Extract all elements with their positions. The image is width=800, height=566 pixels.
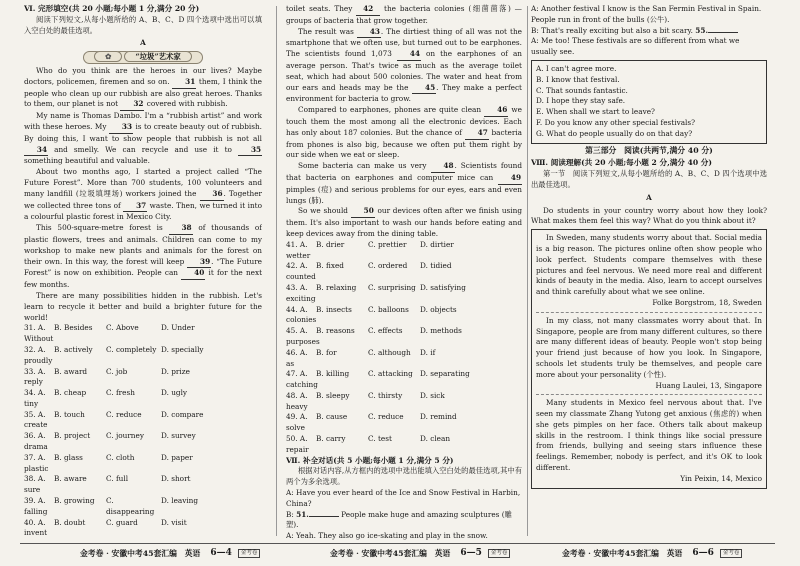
option-row [286,369,522,391]
text-span: . “The Future Forest” is now on exhibition. People can [24,256,262,278]
letter-text: In my class, not many classmates worry about that. In Singapore, people are from many different cultures, so there are many different ideas of beauty. People won't stop being your friend just because of how you look. In Singapore, schools let students truly be themselves, and people care more about your personality (个性). [536,315,762,379]
text-span: About two months ago, I started a project called “The Future Forest”. More than 700 students, 100 volunteers and many landfill (垃圾填埋场) workers joined the [24,167,262,198]
text-span: D. visit [161,517,187,527]
text-span: D. prize [161,366,190,376]
text-span: B. aware [54,474,87,484]
blank-47: 47 [465,128,489,140]
text-span: C. prettier [368,239,407,249]
letter-signature: Folke Borgstrom, 18, Sweden [652,297,762,307]
text-span: Compared to earphones, phones are quite clean [298,105,482,115]
text-span: D. leaving [161,496,199,506]
dialogue-line: A: Yeah. They also go ice-skating and play in the snow. [286,531,488,540]
passage-banner [24,51,262,64]
option-row [286,283,522,305]
blank-51 [309,516,339,517]
option-row [24,345,262,367]
text-span: B. carry [316,434,346,444]
option-row [24,453,262,475]
blank-42: 42 [356,4,380,16]
text-span: 34. A. tiny [24,388,46,408]
box-option: D. I hope they stay safe. [536,96,626,106]
letters-box [531,229,767,489]
text-span: 33. A. reply [24,366,46,387]
brand-stamp: 金考卷 [238,549,261,558]
text-span: D. tidied [420,261,452,271]
page-footer [562,546,742,560]
option-row [286,434,522,456]
footer-title: 金考卷 · 安徽中考45套汇编 英语 [80,548,201,558]
section-instructions: 阅读下列短文,从每小题所给的 A、B、C、D 四个选项中选出可以填入空白处的最佳选项。 [24,14,262,35]
text-span: D. dirtier [420,239,454,249]
box-option: G. What do people usually do on that day? [536,128,693,138]
text-span: 50. A. repair [286,434,309,454]
passage-intro: Do students in your country worry about how they look? What makes them feel this way? What do you think about it? [531,205,767,226]
option-row [286,412,522,434]
box-option: E. When shall we start to leave? [536,107,655,117]
dialogue-line: A: Another festival I know is the San Fermin Festival in Spain. People run in front of the bulls (公牛). [531,4,762,24]
flower-icon: ✿ [94,51,122,62]
text-span: D. if [420,347,436,357]
dialogue-line [531,26,767,37]
text-span: C. completely [106,344,157,354]
blank-44: 44 [397,49,421,61]
blank-37: 37 [123,201,147,213]
brand-stamp: 金考卷 [488,549,511,558]
text-span: 47. A. catching [286,369,318,390]
text-span: B. glass [54,452,83,462]
passage-paragraph [24,111,262,167]
text-span: C. balloons [368,304,409,314]
option-row [286,391,522,413]
letter-text: In Sweden, many students worry about that. Social media is a big reason. The pictures online often show people who look perfect. Students compare themselves with these pictures and feel nervous. We need more real and different kinds of beauty in the media. Also, learn to accept ourselves and think carefully about what we see online. [536,233,762,297]
blank-38: 38 [169,223,193,235]
text-span: My name is Thomas Dambo. I'm a “rubbish artist” and work with these heroes. My [24,111,262,131]
text-span: B. doubt [54,517,86,527]
text-span: on the earphones of an average person. That's twice as much as the average toilet seat, which had about 500 colonies. The water and heat from our ears and heads may be the [286,49,522,92]
page-number: 6—4 [210,548,232,558]
text-span: 45. A. purposes [286,326,320,346]
text-span: B. actively [54,344,93,354]
text-span: 51. [296,509,309,519]
text-span: the bacteria colonies (细菌菌落) — groups of bacteria that grow together. [286,4,522,25]
text-span: 39. A. falling [24,496,48,516]
text-span: B. killing [316,369,350,379]
blank-35: 35 [238,145,262,157]
dialogue-options-box [531,60,767,144]
option-row [286,305,522,327]
text-span: D. compare [161,409,204,419]
text-span: we touch them the most among all the electronic devices. Each has only about 187 colonies. But the chance of [286,105,522,137]
text-span: it for the next few months. [24,268,262,290]
text-span: C. full [106,474,129,484]
text-span: and smelly. We can recycle and use it to [54,144,232,154]
options-list-31-40 [24,323,262,539]
passage-label: A [646,192,652,202]
text-span: . They make a perfect environment for bacteria to grow. [286,82,522,104]
blank-39: 39 [187,257,211,269]
option-row [24,410,262,432]
box-option: C. That sounds fantastic. [536,85,628,95]
blank-36: 36 [200,189,224,201]
text-span: covered with rubbish. [146,99,228,109]
box-option: A. I can't agree more. [536,63,617,73]
blank-49: 49 [498,173,522,185]
footer-rule [20,543,775,544]
section-title-reading: Ⅷ. 阅读理解(共 20 小题;每小题 2 分,满分 40 分) [531,158,712,168]
banner-title: “垃圾”艺术家 [124,51,191,62]
text-span: 49. A. solve [286,412,308,433]
passage-paragraph [286,206,522,239]
section-title-dialogue: Ⅶ. 补全对话(共 5 小题;每小题 1 分,满分 5 分) [286,455,454,465]
blank-34: 34 [24,145,48,157]
page-footer [80,546,260,560]
text-span: 48. A. heavy [286,390,308,411]
passage-paragraph: There are many possibilities hidden in the rubbish. Let's learn to recycle it better and build a brighter future for the world! [24,290,262,322]
text-span: B. drier [316,239,345,249]
column-divider [527,6,528,536]
text-span: B. for [316,347,337,357]
text-span: 43. A. exciting [286,282,316,303]
text-span: 37. A. plastic [24,452,49,473]
text-span: . Together we collected three tons of [24,188,262,210]
letter-signature: Yin Peixin, 14, Mexico [680,473,762,483]
text-span: 41. A. wetter [286,239,311,260]
dialogue-line: A: Me too! These festivals are so different from what we usually see. [531,36,740,57]
text-span: . Scientists found that bacteria on earphones and computer mice can [286,161,522,182]
blank-33: 33 [109,122,133,134]
text-span: is to create beauty out of rubbish. By doing this, I want to show people that rubbish is not all [24,121,262,143]
box-option: B. I know that festival. [536,74,620,84]
text-span: B. touch [54,409,85,419]
blank-43: 43 [357,27,381,39]
text-span: 31. A. Without [24,323,54,344]
text-span: 46. A. as [286,347,308,368]
options-list-41-50 [286,240,522,456]
text-span: 40. A. invent [24,517,48,538]
passage-paragraph [24,223,262,291]
option-row [286,326,522,348]
text-span: C. Above [106,323,139,333]
text-span: Who do you think are the heroes in our lives? Maybe doctors, policemen, firemen and so on. [24,65,262,86]
option-row [286,348,522,370]
text-span: C. fresh [106,388,135,398]
text-span: B. reasons [316,326,355,336]
text-span: 36. A. drama [24,431,48,452]
dialogue-line: A: Have you ever heard of the Ice and Snow Festival in Harbin, China? [286,488,521,508]
passage-paragraph [286,161,522,206]
text-span: C. journey [106,431,144,441]
text-span [83,51,203,64]
section-instructions: 根据对话内容,从方框内的选项中选出能填入空白处的最佳选项,其中有两个为多余选项。 [286,466,522,487]
text-span: C. reduce [368,412,404,422]
page-number: 6—5 [460,548,482,558]
text-span: B. award [54,366,88,376]
passage-paragraph [286,4,522,27]
text-span: People make huge and amazing sculptures (雕塑). [286,509,512,530]
column-left [24,4,262,540]
text-span: D. paper [161,452,193,462]
text-span: B: That's really exciting but also a bit scary. [531,25,696,35]
blank-45: 45 [412,83,436,95]
text-span: 42. A. counted [286,261,316,282]
blank-40: 40 [181,268,205,280]
text-span: C. disappearing [106,496,155,516]
text-span: 32. A. proudly [24,344,53,365]
blank-55 [708,32,738,33]
text-span: B. relaxing [316,282,357,292]
text-span: of thousands of plastic flowers, trees and animals. Children can come to my workshop to make new plants and animals for the forest on their own. In this way, the forest will keep [24,223,262,266]
option-row [24,496,262,518]
text-span: D. sick [420,390,445,400]
page-number: 6—6 [692,548,714,558]
text-span: pimples (痘) and serious problems for our eyes, ears and even lungs (肺). [286,184,522,205]
text-span: them, I think the people who clean up our rubbish are also great heroes. Thanks to them, our planet is not [24,76,262,109]
passage-paragraph [286,27,522,106]
text-span: C. surprising [368,282,416,292]
text-span: D. satisfying [420,282,466,292]
text-span: D. remind [420,412,457,422]
text-span: . The dirtiest thing of all was not the smartphone that we often use, but turned out to be earphones. The scientists found 1,073 [286,26,522,59]
text-span: Some bacteria can make us very [298,161,427,171]
option-row [286,261,522,283]
section-title-cloze: Ⅵ. 完形填空(共 20 小题;每小题 1 分,满分 20 分) [24,4,200,13]
text-span: B. growing [54,496,95,506]
footer-title: 金考卷 · 安徽中考45套汇编 英语 [330,548,451,558]
brand-stamp: 金考卷 [720,549,743,558]
option-row [24,431,262,453]
text-span: 55. [695,25,708,35]
section-instructions: 第一节 阅读下列短文,从每小题所给的 A、B、C、D 四个选项中选出最佳选项。 [531,169,767,189]
text-span: D. objects [420,304,457,314]
box-option: F. Do you know any other special festivals? [536,117,696,127]
text-span: B. project [54,431,91,441]
text-span: C. although [368,347,411,357]
text-span: C. test [368,434,392,444]
blank-50: 50 [351,206,375,218]
text-span: D. ugly [161,388,188,398]
letter-signature: Huang Laulei, 13, Singapore [655,380,762,390]
text-span: waste. Then, we turned it into a colourful plastic forest in Mexico City. [24,200,262,222]
text-span: D. methods [420,326,462,336]
text-span: 44. A. colonies [286,304,317,325]
text-span: D. Under [161,323,195,333]
text-span: B. cause [316,412,348,422]
text-span: The result was [298,26,354,36]
text-span: toilet seats. They [286,4,353,13]
text-span: C. effects [368,326,403,336]
option-row [286,240,522,262]
text-span: B. sleepy [316,390,350,400]
text-span: 38. A. sure [24,474,46,495]
option-row [24,474,262,496]
text-span: B. cheap [54,388,87,398]
passage-paragraph [286,105,522,161]
option-row [24,323,262,345]
text-span: B: [286,509,297,519]
option-row [24,518,262,540]
divider [536,394,762,395]
text-span: C. attacking [368,369,413,379]
text-span: B. fixed [316,261,344,271]
text-span: B. Besides [54,323,93,333]
text-span: This 500-square-metre forest is [36,223,163,233]
text-span: C. thirsty [368,390,403,400]
text-span: D. separating [420,369,470,379]
text-span: C. reduce [106,409,142,419]
page-footer [330,546,510,560]
text-span: D. short [161,474,191,484]
text-span: So we should [298,206,348,216]
part-title: 第三部分 阅读(共两节,满分 40 分) [585,145,713,155]
passage-paragraph [24,167,262,223]
text-span: C. guard [106,517,138,527]
text-span: something beautiful and valuable. [24,156,150,166]
text-span: D. specially [161,344,204,354]
column-right [531,4,767,540]
dialogue-line [286,510,522,532]
option-row [24,388,262,410]
letter-text: Many students in Mexico feel nervous about that. I've seen my classmate Zhang Yutong get anxious (焦虑的) when she gets pimples on her face. Others talk about makeup skills in the restroom. I think things like social pressure from friends, bullying and seeing stars influence these feelings. Remember, nobody is perfect, and it's OK to look different. [536,398,762,473]
divider [536,312,762,313]
passage-label: A [140,38,146,48]
column-divider [276,6,277,536]
text-span: C. cloth [106,452,135,462]
text-span: our devices often after we finish using them. It's also important to wash our hands before eating and keep devices away from the dining table. [286,206,522,238]
text-span: D. clean [420,434,451,444]
text-span: C. job [106,366,128,376]
passage-paragraph [24,66,262,111]
blank-31: 31 [172,77,196,89]
text-span: B. insects [316,304,352,314]
column-middle [286,4,522,540]
footer-title: 金考卷 · 安徽中考45套汇编 英语 [562,548,683,558]
blank-32: 32 [120,99,144,111]
text-span: C. ordered [368,261,408,271]
blank-48: 48 [431,161,455,173]
blank-46: 46 [484,105,508,117]
text-span: 35. A. create [24,409,48,430]
option-row [24,367,262,389]
text-span: bacteria from phones is also big, because we often put them right by our side when we eat or sleep. [286,127,522,160]
text-span: D. survey [161,431,196,441]
